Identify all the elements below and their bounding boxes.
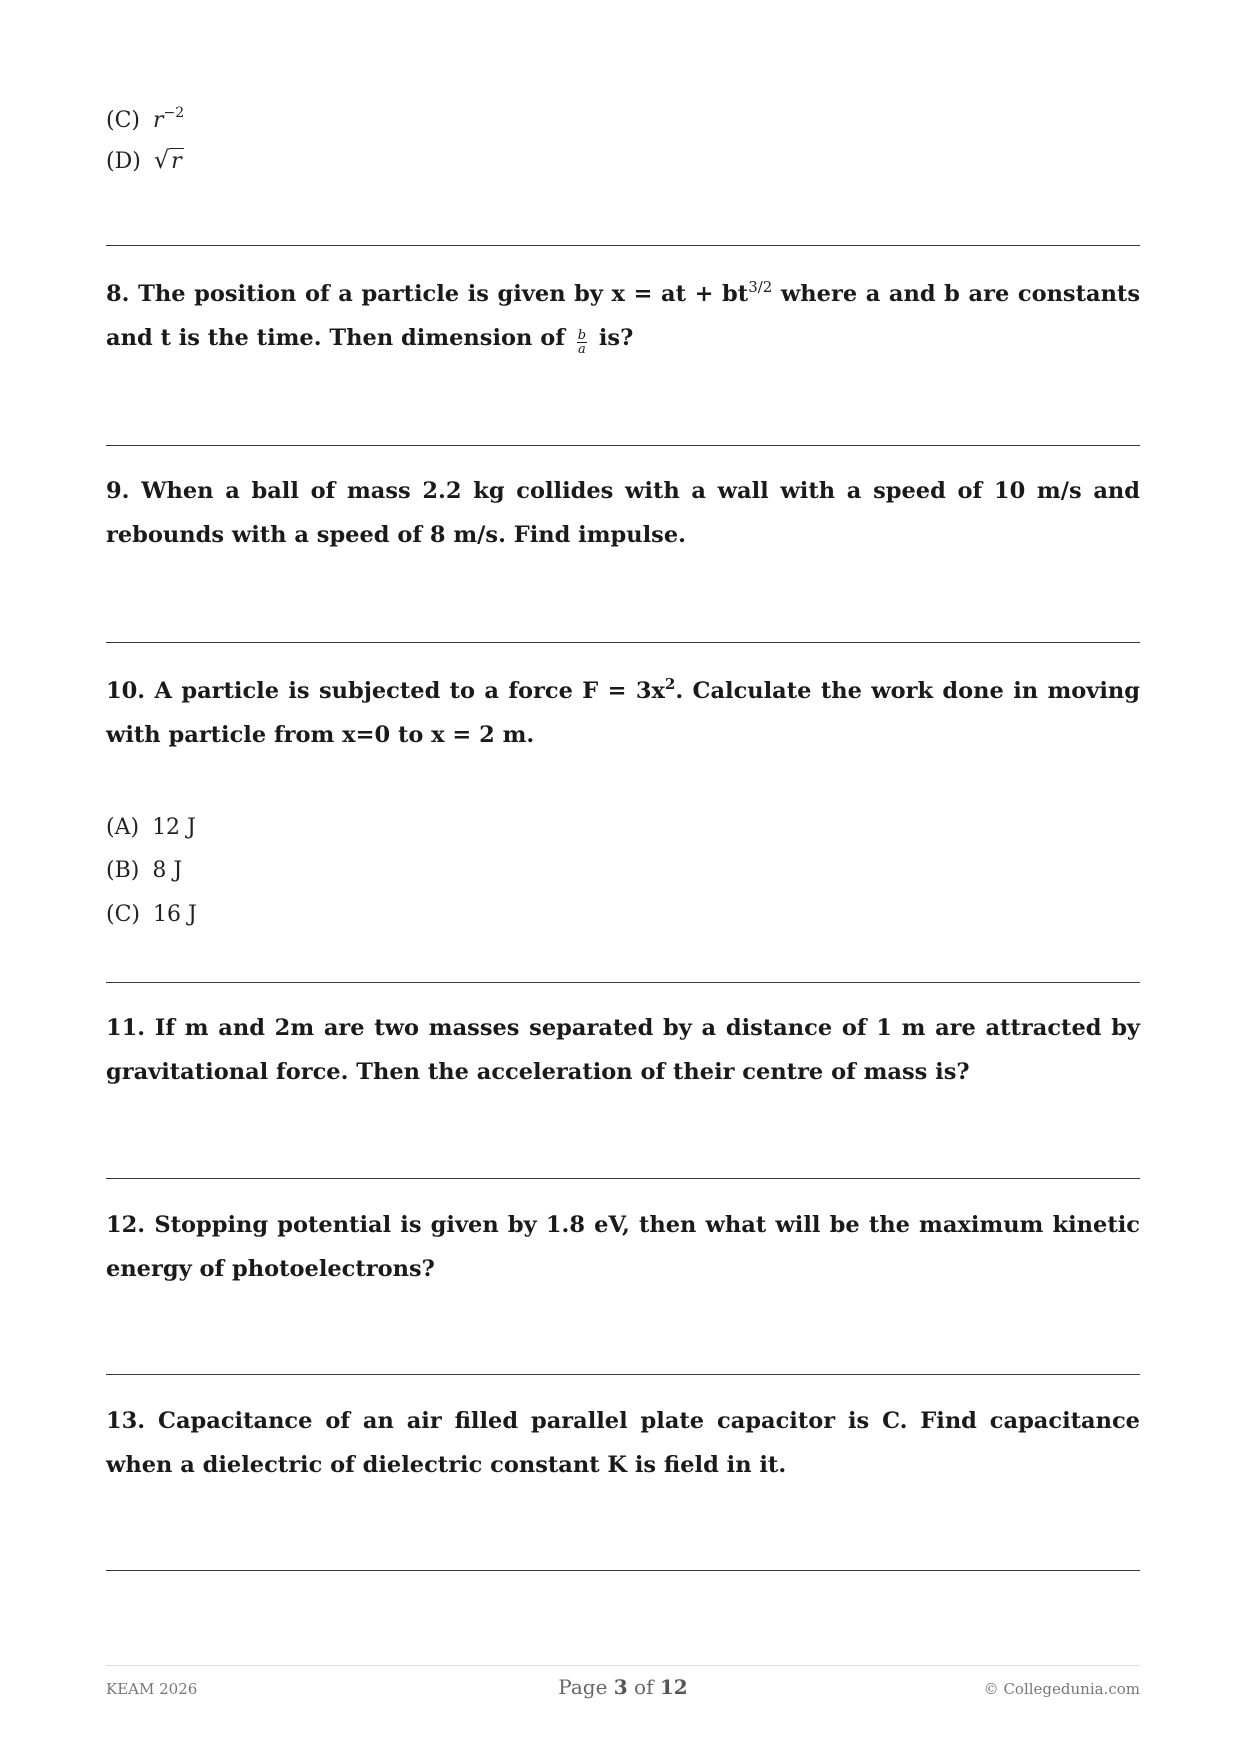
- option-c: (C) 16 J: [106, 902, 197, 927]
- question-13: 13. Capacitance of an air filled parallel plate capacitor is C. Find capacitance when a dielectric of dielectric constant K is field in it.: [106, 1408, 1140, 1478]
- option-b: (B) 8 J: [106, 858, 183, 883]
- question-10: 10. A particle is subjected to a force $F = 3x^2$. Calculate the work done in moving with particle from x=0 to x = 2 m.: [106, 675, 1140, 748]
- question-12: 12. Stopping potential is given by 1.8 eV, then what will be the maximum kinetic energy of photoelectrons?: [106, 1212, 1140, 1282]
- question-9: 9. When a ball of mass 2.2 kg collides with a wall with a speed of 10 m/s and rebounds with a speed of 8 m/s. Find impulse.: [106, 478, 1140, 548]
- divider: [106, 245, 1140, 246]
- footer-exam-name: KEAM 2026: [106, 1680, 198, 1698]
- option-c: (C) $r^{-2}$: [106, 105, 185, 133]
- option-d: (D) √r: [106, 145, 184, 177]
- footer-divider: [106, 1665, 1140, 1666]
- fraction: $\frac{b}{a}$: [577, 328, 587, 357]
- divider: [106, 1178, 1140, 1179]
- document-page: [106, 0, 1140, 1754]
- option-a: (A) 12 J: [106, 815, 196, 840]
- footer-copyright: © Collegedunia.com: [983, 1680, 1140, 1698]
- divider: [106, 445, 1140, 446]
- divider: [106, 642, 1140, 643]
- question-8: 8. The position of a particle is given by x = at + $bt^{3/2}$ where a and b are constants and t is the time. Then dimension of $\frac{b}{a}$ is?: [106, 278, 1140, 357]
- divider: [106, 1570, 1140, 1571]
- divider: [106, 982, 1140, 983]
- square-root: √r: [153, 146, 182, 174]
- page-number: Page 3 of 12: [558, 1675, 688, 1699]
- question-11: 11. If m and 2m are two masses separated by a distance of 1 m are attracted by gravitational force. Then the acceleration of their centre of mass is?: [106, 1015, 1141, 1085]
- divider: [106, 1374, 1140, 1375]
